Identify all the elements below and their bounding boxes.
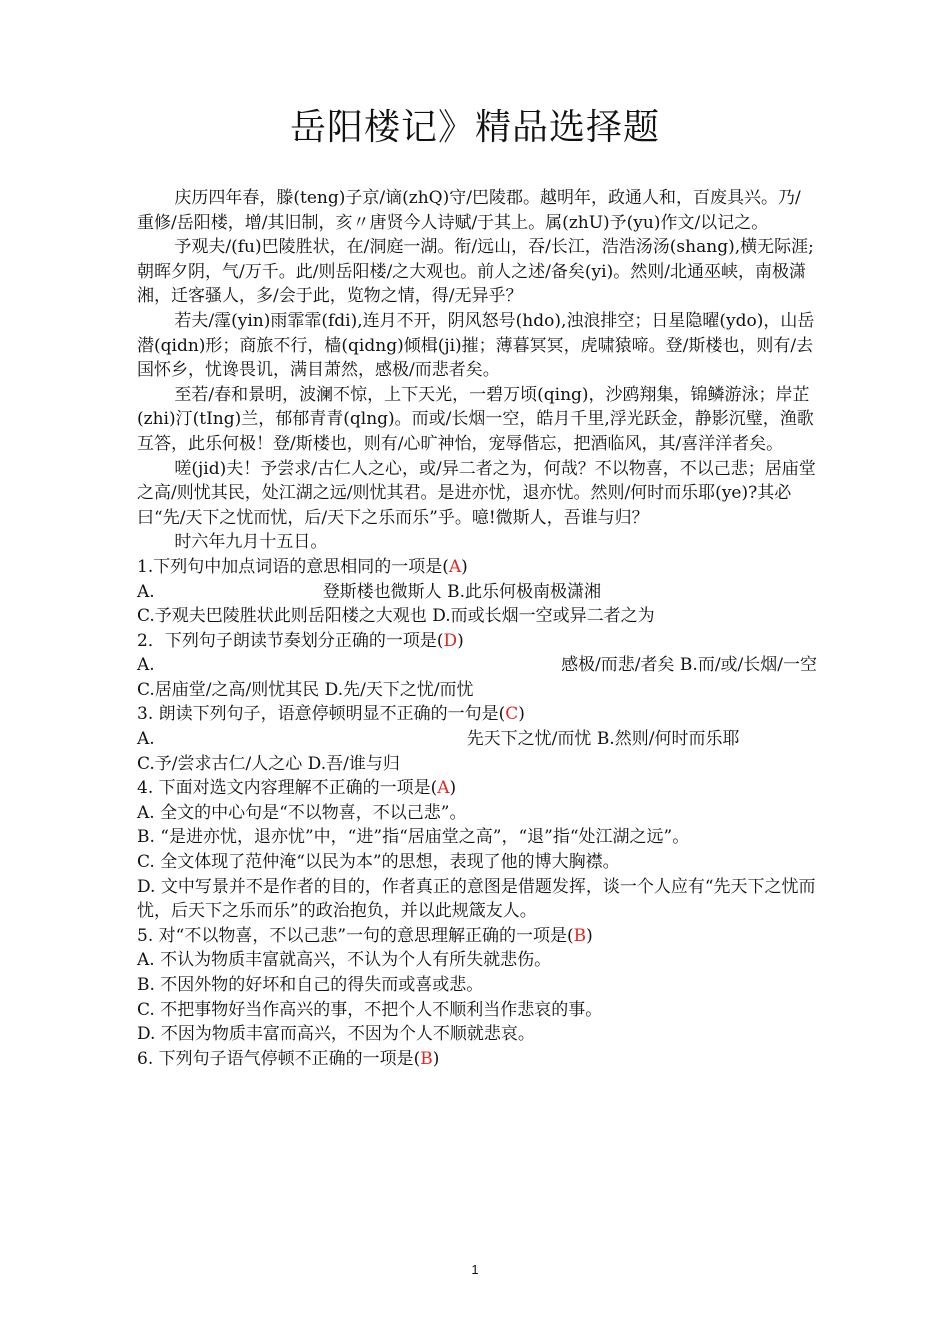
document-title: 岳阳楼记》精品选择题 xyxy=(289,107,660,148)
question-close: ) xyxy=(461,556,468,577)
question-5-option-a: A. 不认为物质丰富就高兴，不认为个人有所失就悲伤。 xyxy=(137,950,552,971)
question-2-options-cd: C.居庙堂/之高/则忧其民 D.先/天下之忧/而忧 xyxy=(137,679,474,700)
option-label-a: A. xyxy=(137,729,155,750)
question-stem: 4. 下面对选文内容理解不正确的一项是( xyxy=(137,778,438,799)
question-close: ) xyxy=(432,1048,440,1069)
question-4-option-c: C. 全文体现了范仲淹“以民为本”的思想，表现了他的博大胸襟。 xyxy=(137,852,620,873)
question-stem: 5. 对“不以物喜，不以己悲”一句的意思理解正确的一项是( xyxy=(137,925,574,946)
question-1-options-ab xyxy=(137,580,817,605)
option-text: 先天下之忧/而忧 B.然则/何时而乐耶 xyxy=(466,729,740,750)
question-1 xyxy=(137,555,817,580)
question-6 xyxy=(137,1047,817,1072)
passage-paragraph-4: 至若/春和景明，波澜不惊，上下天光，一碧万顷(qing)，沙鸥翔集，锦鳞游泳；岸芷(zhi)汀(tIng)兰，郁郁青青(qlng)。而或/长烟一空，皓月千里,浮光跃金，静影沉璧，渔歌互答，此乐何极！登/斯楼也，则有/心旷神怡，宠辱偕忘，把酒临风，其/喜洋洋者矣。 xyxy=(137,384,814,454)
answer-mark: A xyxy=(448,556,462,577)
page-number: 1 xyxy=(471,1262,479,1277)
answer-mark: B xyxy=(573,925,587,946)
question-5-option-d: D. 不因为物质丰富而高兴，不因为个人不顺就悲哀。 xyxy=(137,1024,535,1045)
question-stem: 6. 下列句子语气停顿不正确的一项是( xyxy=(137,1048,421,1069)
question-4-option-b: B. “是进亦忧，退亦忧”中，“进”指“居庙堂之高”，“退”指“处江湖之远”。 xyxy=(137,827,690,848)
option-text: 登斯楼也微斯人 B.此乐何极南极潇湘 xyxy=(322,581,601,602)
document-body xyxy=(137,186,817,1071)
question-stem: 2．下列句子朗读节奏划分正确的一项是( xyxy=(137,630,444,651)
question-close: ) xyxy=(457,630,464,651)
passage-date: 时六年九月十五日。 xyxy=(174,532,328,553)
option-text: 感极/而悲/者矣 B.而/或/长烟/一空 xyxy=(561,655,817,676)
answer-mark: C xyxy=(505,704,519,725)
question-1-options-cd: C.予观夫巴陵胜状此则岳阳楼之大观也 D.而或长烟一空或异二者之为 xyxy=(137,606,655,627)
passage-paragraph-2: 予观夫/(fu)巴陵胜状，在/洞庭一湖。衔/远山，吞/长江，浩浩汤汤(shang),横无际涯;朝晖夕阴，气/万千。此/则岳阳楼/之大观也。前人之述/备矣(yi)。然则/北通巫峡，南极潇湘，迁客骚人，多/会于此，览物之情，得/无异乎？ xyxy=(137,237,814,307)
question-4-option-a: A. 全文的中心句是“不以物喜，不以己悲”。 xyxy=(137,802,467,823)
question-3-options-cd: C.予/尝求古仁/人之心 D.吾/谁与归 xyxy=(137,753,400,774)
question-4 xyxy=(137,776,817,801)
question-5-option-b: B. 不因外物的好坏和自己的得失而或喜或悲。 xyxy=(137,975,484,995)
question-close: ) xyxy=(586,925,593,946)
question-stem: 3. 朗读下列句子，语意停顿明显不正确的一句是( xyxy=(137,704,506,725)
question-close: ) xyxy=(518,704,525,725)
question-2-options-ab xyxy=(137,653,817,678)
question-5 xyxy=(137,924,817,949)
answer-mark: B xyxy=(420,1048,433,1069)
passage-paragraph-1: 庆历四年春，滕(teng)子京/谪(zhQ)守/巴陵郡。越明年，政通人和，百废具兴。乃/重修/岳阳楼，增/其旧制，亥〃唐贤今人诗赋/于其上。属(zhU)予(yu)作文/以记之。 xyxy=(137,188,801,233)
question-3 xyxy=(137,702,817,727)
question-2 xyxy=(137,629,817,654)
question-5-option-c: C. 不把事物好当作高兴的事，不把个人不顺利当作悲哀的事。 xyxy=(137,999,603,1020)
answer-mark: D xyxy=(443,630,458,651)
option-label-a: A. xyxy=(137,655,155,676)
question-stem: 1.下列句中加点词语的意思相同的一项是( xyxy=(137,556,449,577)
option-label-a: A. xyxy=(137,581,155,602)
answer-mark: A xyxy=(437,778,450,799)
question-4-option-d: D. 文中写景并不是作者的目的，作者真正的意图是借题发挥，谈一个人应有“先天下之忧而忧，后天下之乐而乐”的政治抱负，并以此规箴友人。 xyxy=(137,876,816,922)
passage-paragraph-3: 若夫/霪(yin)雨霏霏(fdi),连月不开，阴风怒号(hdo),浊浪排空；日星隐曜(ydo)，山岳潜(qidn)形；商旅不行，樯(qidng)倾楫(ji)摧；薄暮冥冥，虎啸猿啼。登/斯楼也，则有/去国怀乡，忧谗畏讥，满目萧然，感极/而悲者矣。 xyxy=(137,310,815,381)
question-3-options-ab xyxy=(137,727,817,752)
question-close: ) xyxy=(449,778,457,799)
passage-paragraph-5: 嗟(jid)夫！予尝求/古仁人之心，或/异二者之为，何哉？不以物喜，不以己悲；居庙堂之高/则忧其民，处江湖之远/则忧其君。是进亦忧，退亦忧。然则/何时而乐耶(ye)?其必曰“先/天下之忧而忧，后/天下之乐而乐”乎。噫!微斯人，吾谁与归？ xyxy=(137,458,816,528)
